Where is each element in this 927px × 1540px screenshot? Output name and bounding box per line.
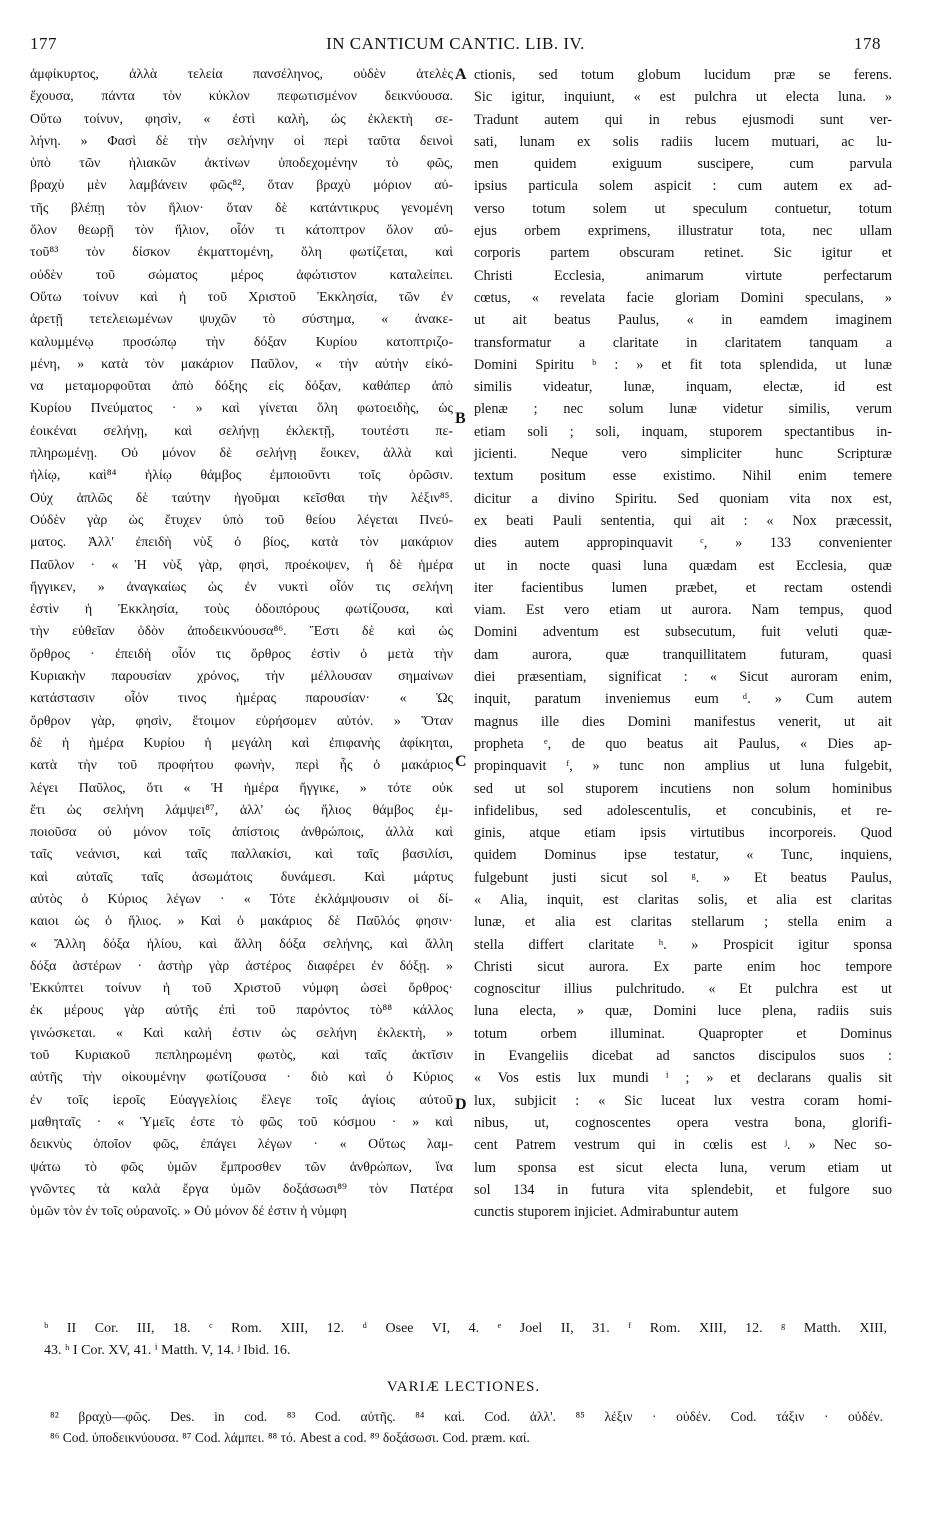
- latin-text-line: textum positum esse existimo. Nihil enim temere: [474, 468, 892, 485]
- section-marker-d: D: [455, 1096, 467, 1113]
- latin-text-line: propheta ᵉ, de quo beatus ait Paulus, « Dies ap-: [474, 735, 892, 752]
- footnote-line: 43. ʰ I Cor. XV, 41. ⁱ Matth. V, 14. ʲ Ibid. 16.: [44, 1343, 291, 1358]
- latin-text-line: Sic igitur, inquiunt, « est pulchra ut electa luna. »: [474, 89, 892, 106]
- greek-text-line: ἐν τοῖς ἱεροῖς Εὐαγγελίοις ἔλεγε τοῖς ἁγίοις αὐτοῦ: [30, 1092, 453, 1108]
- greek-text-line: Οὕτω τοίνυν, φησὶν, « ἐστὶ καλὴ, ὡς ἐκλεκτὴ σε-: [30, 111, 453, 127]
- greek-text-line: ἡλίῳ, καὶ⁸⁴ ἡλίῳ θάμβος ἐμποιοῦντι τοῖς ὁρῶσιν.: [30, 468, 453, 484]
- greek-text-line: Οὐδὲν γὰρ ὡς ἔτυχεν ὑπὸ τοῦ θείου λέγεται Πνεύ-: [30, 512, 453, 528]
- greek-text-line: ὅλον θεωρῇ τὸν ἥλιον, οἷόν τι κάτοπτρον ὅλον αὐ-: [30, 223, 453, 239]
- latin-text-line: dies autem appropinquavit ᶜ, » 133 convenienter: [474, 535, 892, 552]
- greek-text-line: τὴν εὐθεῖαν ὁδὸν ἀποδεικνύουσα⁸⁶. Ἔστι δὲ καὶ ὡς: [30, 624, 453, 640]
- latin-text-line: sati, lunam ex solis radiis lucem mutuari, ac lu-: [474, 133, 892, 150]
- greek-text-line: ἐστὶν ἡ Ἐκκλησία, τοὺς ὁδοιπόρους φωτίζουσα, καὶ: [30, 602, 453, 618]
- latin-text-line: ejus orbem exprimens, illustratur tota, nec ullam: [474, 223, 892, 240]
- latin-text-line: quidem Dominus ipse testatur, « Tunc, inquiens,: [474, 847, 892, 864]
- greek-text-line: δὲ ἡ ἡμέρα Κυρίου ἡ μεγάλη καὶ ἐπιφανὴς ἀφίκηται,: [30, 735, 453, 751]
- greek-text-line: ἐκ μέρους γὰρ αὐτῆς ἐπὶ τοῦ παρόντος τὸ⁸⁸ κάλλος: [30, 1003, 453, 1019]
- latin-text-line: Domini Spiritu ᵇ : » et fit tota splendida, ut lunæ: [474, 356, 892, 373]
- latin-text-line: cognoscitur illius pulchritudo. « Et pulchra est ut: [474, 981, 892, 998]
- greek-text-line: ἐοικέναι σελήνῃ, καὶ σελήνῃ ἐκλεκτῇ, τουτέστι πε-: [30, 423, 453, 439]
- greek-text-line: τῆς βλέπῃ τὸν ἥλιον· ὅταν δὲ κατάντικρυς γενομένη: [30, 200, 453, 216]
- latin-text-line: inquit, paratum inveniemus eum ᵈ. » Cum autem: [474, 691, 892, 708]
- greek-text-line: καὶ αὐταῖς ταῖς ἀσωμάτοις δυνάμεσι. Καὶ μάρτυς: [30, 869, 453, 885]
- latin-text-line: nibus, ut, cognoscentes opera vestra bona, glorifi-: [474, 1114, 892, 1131]
- greek-text-line: αὐτὸς ὁ Κύριος λέγων · « Τότε ἐκλάμψουσιν οἱ δί-: [30, 891, 453, 907]
- greek-text-line: γινώσκεται. « Καὶ καλή ἐστιν ὡς σελήνη ἐκλεκτὴ, »: [30, 1025, 453, 1041]
- variant-reading-line: ⁸⁶ Cod. ὑποδεικνύουσα. ⁸⁷ Cod. λάμπει. ⁸⁸ τό. Abest a cod. ⁸⁹ δοξάσωσι. Cod. præm. καί.: [50, 1430, 530, 1445]
- greek-text-line: Κυριακὴν παρουσίαν χρόνος, τὴν μέλλουσαν σημαίνων: [30, 669, 453, 685]
- greek-text-line: αὐτῆς τὴν οἰκουμένην φωτίζουσα · διὸ καὶ ὁ Κύριος: [30, 1070, 453, 1086]
- page-number-left: 177: [30, 34, 57, 53]
- latin-text-line: cent Patrem vestrum qui in cœlis est ʲ. » Nec so-: [474, 1137, 892, 1154]
- greek-text-line: ἔχουσα, πάντα τὸν κύκλον πεφωτισμένον δεικνύουσα.: [30, 89, 453, 105]
- latin-text-line: « Vos estis lux mundi ⁱ ; » et declarans qualis sit: [474, 1070, 892, 1087]
- latin-text-line: etiam soli ; soli, inquam, stuporem spectantibus in-: [474, 423, 892, 440]
- latin-text-line: diei præsentiam, significat : « Sicut auroram enim,: [474, 669, 892, 686]
- section-marker-c: C: [455, 753, 467, 770]
- latin-text-line: propinquavit ᶠ, » tunc non amplius ut luna fulgebit,: [474, 758, 892, 775]
- greek-text-line: τοῦ⁸³ τὸν δίσκον ἐκματτομένη, ὅλη φωτίζεται, καὶ: [30, 245, 453, 261]
- latin-text-line: dam aurora, quæ tranquillitatem futuram, quasi: [474, 646, 892, 663]
- greek-text-line: μαθηταῖς · « Ὑμεῖς ἐστε τὸ φῶς τοῦ κόσμου · » καὶ: [30, 1114, 453, 1130]
- footnote-line: ᵇ II Cor. III, 18. ᶜ Rom. XIII, 12. ᵈ Osee VI, 4. ᵉ Joel II, 31. ᶠ Rom. XIII, 12. ᵍ Matth. XIII,: [44, 1321, 887, 1336]
- latin-text-line: luna electa, » quæ, Domini luce plena, radiis suis: [474, 1003, 892, 1020]
- greek-text-line: κατάστασιν οἷόν τινος ἡμέρας παρουσίαν· « Ὡς: [30, 691, 453, 707]
- variae-lectiones: [50, 1406, 883, 1448]
- page-header: [30, 34, 881, 60]
- greek-text-line: ἀρετῇ τετελειωμένων ψυχῶν τὸ σύστημα, « ἀνακε-: [30, 312, 453, 328]
- latin-text-line: Tradunt autem qui in rebus ejusmodi sunt ver-: [474, 111, 892, 128]
- latin-text-line: transformatur a claritate in claritatem tanquam a: [474, 334, 892, 351]
- latin-text-line: ut ait beatus Paulus, « in eamdem imaginem: [474, 312, 892, 329]
- latin-text-line: sol 134 in futura vita splendebit, et fulgore suo: [474, 1181, 892, 1198]
- greek-text-line: δόξα ἀστέρων · ἀστὴρ γὰρ ἀστέρος διαφέρει ἐν δόξῃ. »: [30, 958, 453, 974]
- greek-text-line: ποιοῦσα οὐ μόνον τοῖς ἀπίστοις ἀνθρώποις, ἀλλὰ καὶ: [30, 825, 453, 841]
- latin-text-line: stella differt claritate ʰ. » Prospicit igitur sponsa: [474, 936, 892, 953]
- latin-text-line: Christi Ecclesia, animarum virtute perfectarum: [474, 267, 892, 284]
- latin-text-line: fulgebunt justi sicut sol ᵍ. » Et beatus Paulus,: [474, 869, 892, 886]
- latin-text-line: men quidem exiguum suscipere, cum parvula: [474, 156, 892, 173]
- greek-text-line: ταῖς νεάνισι, καὶ ταῖς παλλακίσι, καὶ ταῖς βασιλίσι,: [30, 847, 453, 863]
- greek-text-line: να μεταμορφοῦται ἀπὸ δόξης εἰς δόξαν, καθάπερ ἀπὸ: [30, 379, 453, 395]
- greek-text-line: ὄρθρος · ἐπειδὴ οἷόν τις ὄρθρος ἐστὶν ὁ μετὰ τὴν: [30, 646, 453, 662]
- greek-text-line: μένη, » κατὰ τὸν μακάριον Παῦλον, « τὴν αὐτὴν εἰκό-: [30, 356, 453, 372]
- greek-text-line: Οὕτω τοίνυν καὶ ἡ τοῦ Χριστοῦ Ἐκκλησία, τῶν ἐν: [30, 289, 453, 305]
- latin-text-column: [474, 64, 892, 1316]
- greek-text-line: ὑμῶν τὸν ἐν τοῖς οὐρανοῖς. » Οὐ μόνον δέ ἐστιν ἡ νύμφη: [30, 1204, 347, 1220]
- latin-text-line: in Evangeliis dicebat ad sanctos discipulos suos :: [474, 1048, 892, 1065]
- scripture-footnotes: [44, 1318, 887, 1362]
- latin-text-line: iter facientibus lumen præbet, et rectam ostendi: [474, 579, 892, 596]
- latin-text-line: cunctis stuporem injiciet. Admirabuntur autem: [474, 1204, 739, 1221]
- latin-text-line: corporis partem obscuram retinet. Sic igitur et: [474, 245, 892, 262]
- latin-text-line: ginis, atque etiam ipsis virtutibus incorporeis. Quod: [474, 825, 892, 842]
- greek-text-line: Ἐκκύπτει τοίνυν ἡ τοῦ Χριστοῦ νύμφη ὡσεὶ ὄρθρος·: [30, 981, 453, 997]
- latin-text-line: infidelibus, sed adolescentulis, et concubinis, et re-: [474, 802, 892, 819]
- greek-text-line: ὄρθρον γὰρ, φησὶν, ἕτοιμον εὑρήσομεν αὐτόν. » Ὅταν: [30, 713, 453, 729]
- latin-text-line: ex beati Pauli sententia, qui ait : « Nox præcessit,: [474, 512, 892, 529]
- greek-text-line: γνῶντες τὰ καλὰ ἔργα ὑμῶν δοξάσωσι⁸⁹ τὸν Πατέρα: [30, 1181, 453, 1197]
- greek-text-line: βραχὺ μὲν λαμβάνειν φῶς⁸², ὅταν βραχὺ μόριον αὐ-: [30, 178, 453, 194]
- greek-text-line: Οὐχ ἁπλῶς δὲ ταύτην ἡγοῦμαι κεῖσθαι τὴν λέξιν⁸⁵.: [30, 490, 453, 506]
- latin-text-line: viam. Est vero etiam ut aurora. Nam tempus, quod: [474, 602, 892, 619]
- latin-text-line: « Alia, inquit, est claritas solis, et alia est claritas: [474, 891, 892, 908]
- greek-text-line: οὐδὲν τοῦ σώματος μέρος ἀφώτιστον καταλείπει.: [30, 267, 453, 283]
- latin-text-line: verso totum solem ut speculum contuetur, totum: [474, 200, 892, 217]
- greek-text-line: τοῦ Κυριακοῦ πεπληρωμένη φωτὸς, καὶ ταῖς ἀκτῖσιν: [30, 1048, 453, 1064]
- latin-text-line: similis videatur, lunæ, inquam, electæ, id est: [474, 379, 892, 396]
- greek-text-line: λέγει Παῦλος, ὅτι « Ἡ ἡμέρα ἤγγικε, » τότε οὐκ: [30, 780, 453, 796]
- greek-text-line: κατὰ τὴν τοῦ προφήτου φωνὴν, περὶ ἧς ὁ μακάριος: [30, 758, 453, 774]
- latin-text-line: jicienti. Neque vero simpliciter hunc Scripturæ: [474, 446, 892, 463]
- variant-reading-line: ⁸² βραχὺ—φῶς. Des. in cod. ⁸³ Cod. αὐτῆς. ⁸⁴ καὶ. Cod. ἀλλ'. ⁸⁵ λέξιν · οὐδέν. Cod. τάξιν · οὐδέν.: [50, 1409, 883, 1424]
- greek-text-line: ἀμφίκυρτος, ἀλλὰ τελεία πανσέληνος, οὐδὲν ἀτελὲς: [30, 67, 453, 82]
- greek-text-line: Παῦλον · « Ἡ νὺξ γὰρ, φησὶ, προέκοψεν, ἡ δὲ ἡμέρα: [30, 557, 453, 573]
- greek-text-line: « Ἄλλη δόξα ἡλίου, καὶ ἄλλη δόξα σελήνης, καὶ ἄλλη: [30, 936, 453, 952]
- latin-text-line: lum sponsa est sicut electa luna, verum etiam ut: [474, 1159, 892, 1176]
- greek-text-line: ἔτι ὡς σελήνη λάμψει⁸⁷, ἀλλ' ὡς ἥλιος θάμβος ἐμ-: [30, 802, 453, 818]
- latin-text-line: lunæ, et alia est claritas stellarum ; stella enim a: [474, 914, 892, 931]
- latin-text-line: ipsius particula solem aspicit : cum autem ex ad-: [474, 178, 892, 195]
- greek-text-line: καιοι ὡς ὁ ἥλιος. » Καὶ ὁ μακάριος δὲ Παῦλός φησιν·: [30, 914, 453, 930]
- greek-text-line: λήνη. » Φασὶ δὲ τὴν σελήνην οἱ περὶ ταῦτα δεινοὶ: [30, 133, 453, 149]
- greek-text-line: καλυμμένῳ προσώπῳ τὴν δόξαν Κυρίου κατοπτριζο-: [30, 334, 453, 350]
- greek-text-line: ὑπὸ τῶν ἡλιακῶν ἀκτίνων ὑποδεχομένην τὸ φῶς,: [30, 156, 453, 172]
- page-number-right: 178: [854, 34, 881, 53]
- latin-text-line: Christi sicut aurora. Ex parte enim hoc tempore: [474, 958, 892, 975]
- latin-text-line: lux, subjicit : « Sic luceat lux vestra coram homi-: [474, 1092, 892, 1109]
- section-marker-b: B: [455, 410, 466, 427]
- greek-text-line: πληρωμένῃ. Οὐ μόνον δὲ σελήνῃ ἔοικεν, ἀλλὰ καὶ: [30, 446, 453, 462]
- latin-text-line: plenæ ; nec solum lunæ videtur similis, verum: [474, 401, 892, 418]
- latin-text-line: cœtus, « revelata facie gloriam Domini speculans, »: [474, 289, 892, 306]
- variae-lectiones-heading: VARIÆ LECTIONES.: [386, 1379, 541, 1395]
- greek-text-line: Κυρίου Πνεύματος · » καὶ γίνεται ὅλη φωτοειδὴς, ὡς: [30, 401, 453, 417]
- latin-text-line: dicitur a divino Spiritu. Sed quoniam vita nox est,: [474, 490, 892, 507]
- latin-text-line: magnus ille dies Domini manifestus venerit, ut ait: [474, 713, 892, 730]
- running-title: IN CANTICUM CANTIC. LIB. IV.: [326, 34, 585, 53]
- latin-text-line: Domini adventum est subsecutum, fuit veluti quæ-: [474, 624, 892, 641]
- greek-text-column: [30, 64, 453, 1316]
- greek-text-line: ψάτω τὸ φῶς ὑμῶν ἔμπροσθεν τῶν ἀνθρώπων, ἵνα: [30, 1159, 453, 1175]
- greek-text-line: ματος. Ἀλλ' ἐπειδὴ νὺξ ὁ βίος, κατὰ τὸν μακάριον: [30, 535, 453, 551]
- greek-text-line: δεικνὺς ὁποῖον φῶς, ἐπάγει λέγων · « Οὕτως λαμ-: [30, 1137, 453, 1153]
- latin-text-line: sed ut sol stuporem incutiens non solum hominibus: [474, 780, 892, 797]
- section-marker-a: A: [455, 66, 467, 83]
- greek-text-line: ἤγγικεν, » ἀναγκαίως ὡς ἐν νυκτὶ οἷόν τις σελήνη: [30, 579, 453, 595]
- latin-text-line: ut in nocte quasi luna quædam est Ecclesia, quæ: [474, 557, 892, 574]
- latin-text-line: ctionis, sed totum globum lucidum præ se ferens.: [474, 67, 892, 83]
- latin-text-line: totum orbem illuminat. Quapropter et Dominus: [474, 1025, 892, 1042]
